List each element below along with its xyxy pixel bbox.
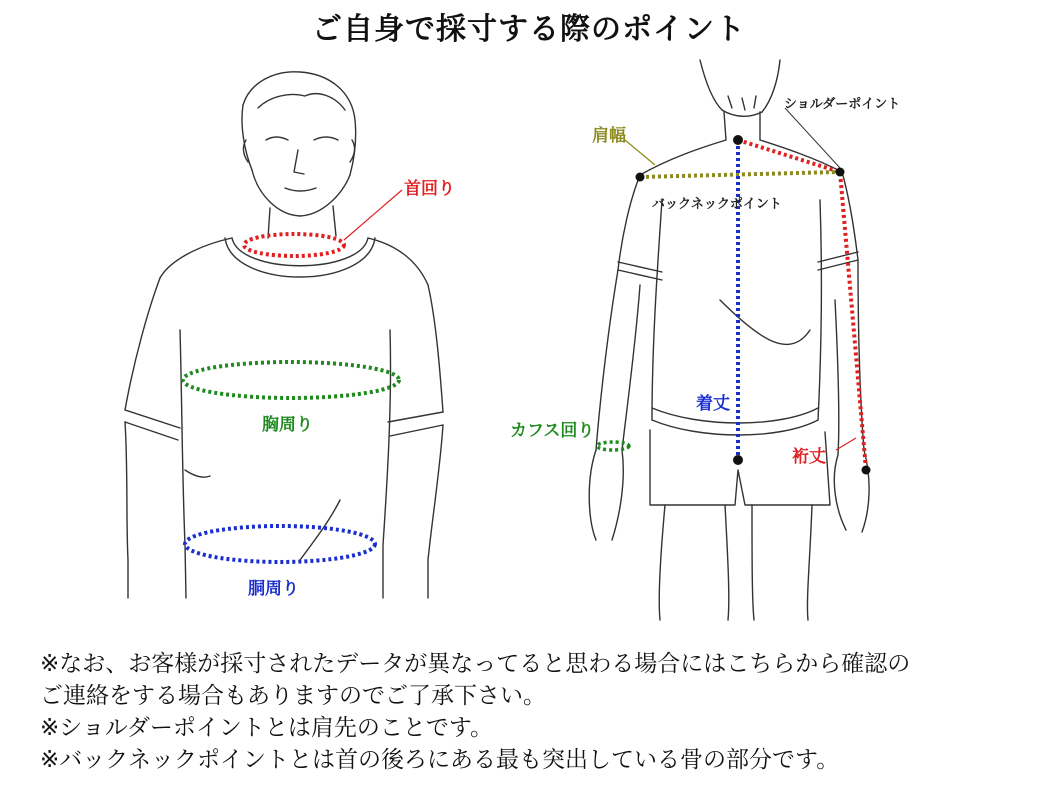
front-figure [125, 72, 443, 598]
wrist-dot [862, 466, 871, 475]
note-line: ※バックネックポイントとは首の後ろにある最も突出している骨の部分です。 [40, 747, 840, 773]
shoulder-width-leader [625, 140, 655, 165]
cuff-measure-line [597, 442, 629, 450]
neck-measure-line [244, 234, 344, 256]
shoulder-point-label: ショルダーポイント [784, 97, 901, 112]
neck-label: 首回り [404, 179, 455, 199]
chest-label: 胸周り [262, 415, 313, 435]
neck-leader-line [344, 190, 402, 240]
shoulder-right-dot [836, 168, 845, 177]
hem-dot [733, 455, 743, 465]
back-neck-point-dot [733, 135, 743, 145]
waist-measure-line [185, 526, 375, 562]
page-title: ご自身で採寸する際のポイント [312, 12, 746, 47]
back-neck-point-label: バックネックポイント [652, 197, 782, 212]
note-line: ご連絡をする場合もありますのでご了承下さい。 [40, 683, 546, 709]
note-line: ※ショルダーポイントとは肩先のことです。 [40, 715, 494, 741]
note-line: ※なお、お客様が採寸されたデータが異なってると思わる場合にはこちらから確認の [40, 651, 911, 677]
sleeve-length-label: 裄丈 [792, 447, 826, 467]
length-label: 着丈 [696, 394, 730, 414]
cuff-label: カフス回り [510, 421, 595, 441]
notes-block [40, 648, 1055, 776]
back-figure [589, 60, 869, 620]
waist-label: 胴周り [248, 579, 299, 599]
chest-measure-line [183, 362, 399, 398]
shoulder-width-label: 肩幅 [592, 126, 626, 146]
shoulder-left-dot [636, 173, 645, 182]
